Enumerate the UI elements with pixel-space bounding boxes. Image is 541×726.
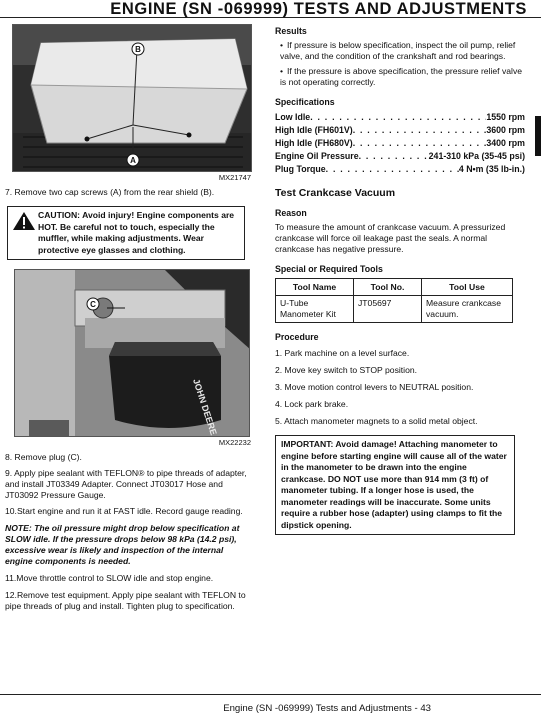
reason-text: To measure the amount of crankcase vacuum. A pressurized crankcase will force oil leakage past the seals. A normal crankcase has negative pressure. xyxy=(275,222,506,254)
results-bullet-text: If the pressure is above specification, the pressure relief valve is not operating correctly. xyxy=(280,66,523,87)
page-footer xyxy=(0,694,541,714)
specifications-heading: Specifications xyxy=(275,97,335,107)
step-7: 7. Remove two cap screws (A) from the rear shield (B). xyxy=(5,187,215,197)
figure-id-2: MX22232 xyxy=(218,438,251,447)
step-8: 8. Remove plug (C). xyxy=(5,452,82,462)
procedure-step: 1. Park machine on a level surface. xyxy=(275,348,410,358)
table-header: Tool Use xyxy=(422,279,513,296)
oil-pressure-note: NOTE: The oil pressure might drop below specification at SLOW idle. If the pressure drops below 98 kPa (14.2 psi), excessive wear is likely and inspection of the internal engine components is needed. xyxy=(5,523,240,566)
oil-filter-illustration xyxy=(15,270,250,437)
reason-heading: Reason xyxy=(275,208,307,218)
spec-label: Engine Oil Pressure xyxy=(275,151,359,161)
spec-label: Low Idle xyxy=(275,112,311,122)
tools-table xyxy=(275,278,513,323)
procedure-heading: Procedure xyxy=(275,332,319,342)
warning-triangle-icon xyxy=(12,211,36,231)
footer-text: Engine (SN -069999) Tests and Adjustments - 43 xyxy=(223,703,431,714)
spec-value: 241-310 kPa (35-45 psi) xyxy=(428,151,525,161)
caution-text: are HOT. Be careful not to touch, especially the muffler, while making adjustments. Wear protective eye glasses and clothing. xyxy=(38,210,235,255)
spec-label: Plug Torque xyxy=(275,164,326,174)
spec-value: 1550 rpm xyxy=(486,112,525,122)
procedure-step: 4. Lock park brake. xyxy=(275,399,349,409)
procedure-step: 5. Attach manometer magnets to a solid metal object. xyxy=(275,416,478,426)
specifications-list xyxy=(275,111,525,176)
section-title: Test Crankcase Vacuum xyxy=(275,187,396,199)
spec-row xyxy=(275,124,525,137)
table-cell: Measure crankcase vacuum. xyxy=(422,296,513,323)
step-11: 11.Move throttle control to SLOW idle and stop engine. xyxy=(5,573,214,583)
spec-label: High Idle (FH680V) xyxy=(275,138,353,148)
procedure-step: 2. Move key switch to STOP position. xyxy=(275,365,418,375)
spec-label: High Idle (FH601V) xyxy=(275,125,353,135)
spec-row xyxy=(275,150,525,163)
callout-a: A xyxy=(130,156,136,165)
results-bullet: • If the pressure is above specification, the pressure relief valve is not operating correctly. xyxy=(280,66,523,87)
right-column xyxy=(275,26,525,535)
figure-id-1: MX21747 xyxy=(218,173,251,182)
important-box: IMPORTANT: Avoid damage! Attaching manometer to engine before starting engine will cause all of the water in the manometer to be drawn into the engine crankcase. DO NOT use more than 914 mm (3 ft) of manometer tubing. If a longer hose is used, the manometer readings will be inaccurate. Some units require a rubber hose (adapter) using clamps to fit the dipstick opening. xyxy=(275,435,515,535)
results-bullet: • If pressure is below specification, inspect the oil pump, relief valve, and the condition of the crankshaft and rod bearings. xyxy=(280,40,516,61)
oil-filter-photo xyxy=(14,269,250,437)
spec-row xyxy=(275,163,525,176)
spec-row xyxy=(275,111,525,124)
section-tab-marker xyxy=(535,116,541,156)
procedure-list xyxy=(275,348,525,427)
table-header: Tool Name xyxy=(276,279,354,296)
table-header: Tool No. xyxy=(354,279,422,296)
results-heading: Results xyxy=(275,26,307,36)
caution-box xyxy=(7,206,245,260)
table-row xyxy=(276,296,513,323)
spec-row xyxy=(275,137,525,150)
spec-value: 4 N•m (35 lb-in.) xyxy=(458,164,525,174)
callout-b: B xyxy=(135,45,141,54)
table-cell: U-Tube Manometer Kit xyxy=(276,296,354,323)
spec-value: 3600 rpm xyxy=(486,125,525,135)
engine-shield-illustration xyxy=(13,25,252,172)
left-column xyxy=(5,24,251,612)
engine-shield-photo xyxy=(12,24,252,172)
table-cell: JT05697 xyxy=(354,296,422,323)
table-header-row xyxy=(276,279,513,296)
step-10: 10.Start engine and run it at FAST idle. Record gauge reading. xyxy=(5,506,243,516)
callout-c: C xyxy=(90,300,96,309)
step-12: 12.Remove test equipment. Apply pipe sealant with TEFLON to pipe threads of plug and install. Tighten plug to specification. xyxy=(5,590,246,611)
caution-lead: CAUTION: Avoid injury! Engine components xyxy=(38,210,219,220)
page-header xyxy=(0,0,541,18)
step-9: 9. Apply pipe sealant with TEFLON® to pipe threads of adapter, and install JT03349 Adapter. Connect JT03017 Hose and JT03092 Pressure Gauge. xyxy=(5,468,247,500)
filter-brand-label: JOHN DEERE xyxy=(191,377,219,437)
tools-heading: Special or Required Tools xyxy=(275,264,383,274)
page-title: ENGINE (SN -069999) TESTS AND ADJUSTMENTS xyxy=(110,0,527,18)
procedure-step: 3. Move motion control levers to NEUTRAL position. xyxy=(275,382,474,392)
spec-value: 3400 rpm xyxy=(486,138,525,148)
results-bullet-text: If pressure is below specification, inspect the oil pump, relief valve, and the condition of the crankshaft and rod bearings. xyxy=(280,40,516,61)
